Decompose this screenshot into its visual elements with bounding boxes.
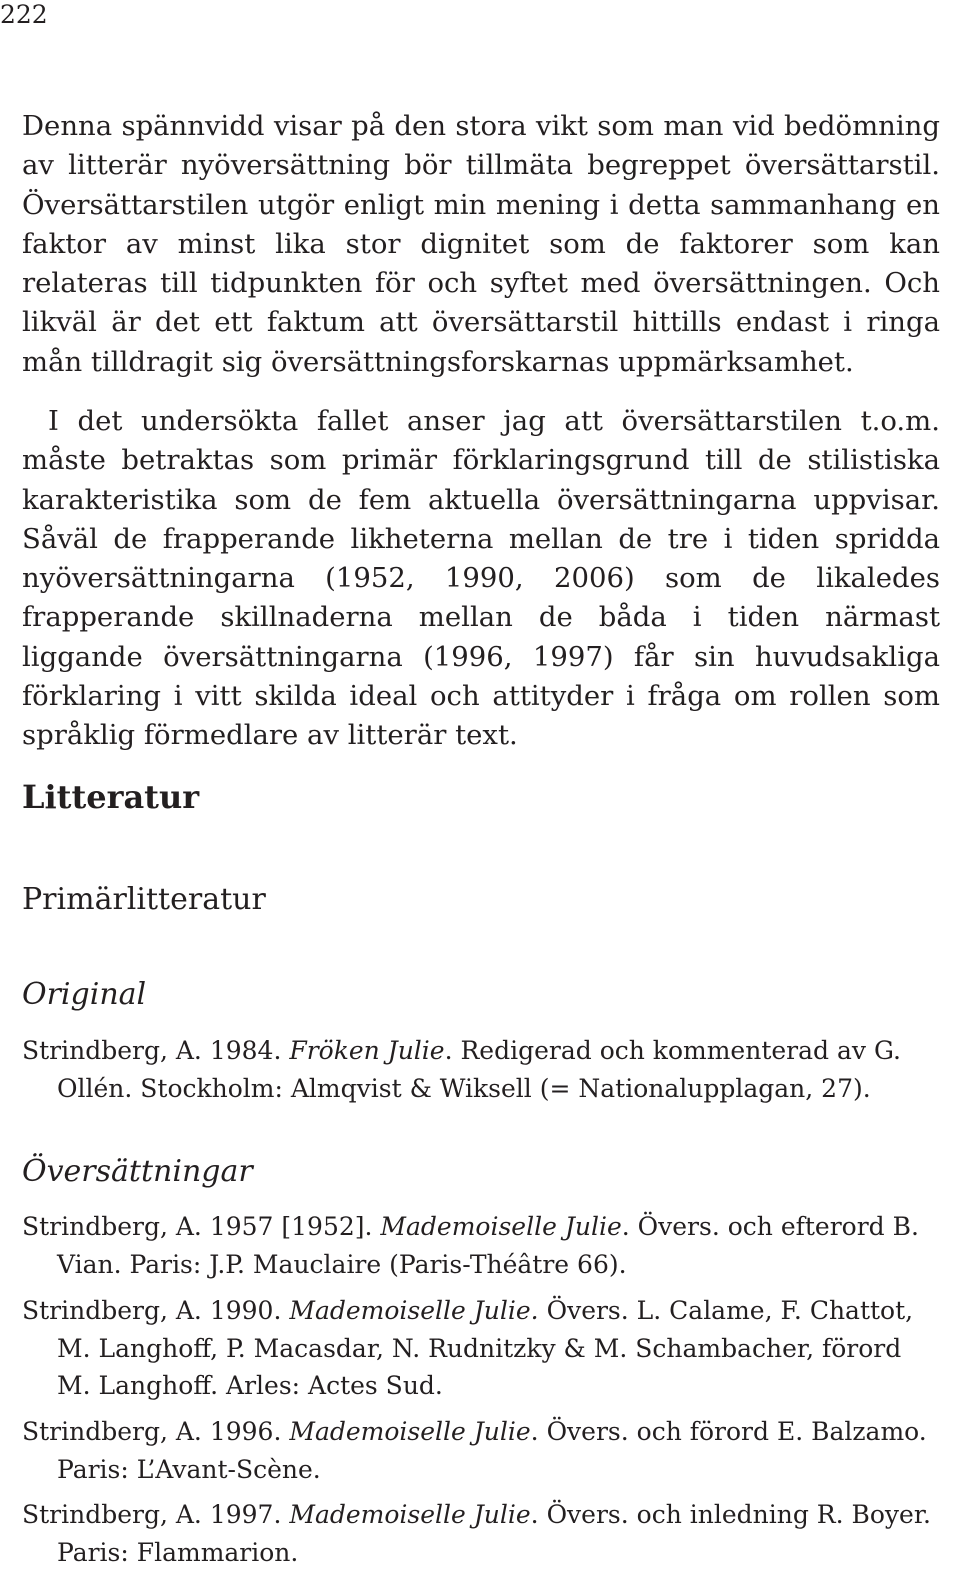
reference-lead: Strindberg, A. 1997. xyxy=(22,1500,290,1529)
reference-details: . Övers. och efterord B. Vian. Paris: J.P. Mauclaire (Paris-Théâtre 66). xyxy=(57,1212,919,1279)
subheading-original: Original xyxy=(22,977,147,1012)
subheading-primarlitteratur: Primärlitteratur xyxy=(22,882,266,917)
reference-title: Mademoiselle Julie. xyxy=(289,1296,539,1325)
reference-lead: Strindberg, A. 1984. xyxy=(22,1036,290,1065)
reference-details: Övers. L. Calame, F. Chattot, M. Langhoff, P. Macasdar, N. Rudnitzky & M. Schambacher, förord M. Langhoff. Arles: Actes Sud. xyxy=(57,1296,914,1400)
reference-title: Mademoiselle Julie xyxy=(289,1417,531,1446)
body-paragraph-2: I det undersökta fallet anser jag att översättarstilen t.o.m. måste betraktas som primär förklaringsgrund till de stilistiska karakteristika som de fem aktuella översättningarna uppvisar. Såväl de frapperande likheterna mellan de tre i tiden spridda nyöversättningarna (1952, 1990, 2006) som de likaledes frapperande skillnaderna mellan de båda i tiden närmast liggande översättningarna (1996, 1997) får sin huvudsakliga förklaring i vitt skilda ideal och attityder i fråga om rollen som språklig förmedlare av litterär text. xyxy=(22,405,940,752)
reference-details: . Övers. och förord E. Balzamo. Paris: L’Avant-Scène. xyxy=(57,1417,927,1484)
reference-details: . Övers. och inledning R. Boyer. Paris: Flammarion. xyxy=(57,1500,932,1567)
subheading-oversattningar: Översättningar xyxy=(22,1154,253,1189)
reference-title: Fröken Julie xyxy=(289,1036,445,1065)
reference-entry xyxy=(22,1413,940,1488)
reference-lead: Strindberg, A. 1996. xyxy=(22,1417,290,1446)
body-paragraph-1: Denna spännvidd visar på den stora vikt som man vid bedömning av litterär nyöversättning bör tillmäta begreppet översättarstil. Översättarstilen utgör enligt min mening i detta sammanhang en faktor av minst lika stor dignitet som de faktorer som kan relateras till tidpunkten för och syftet med översättningen. Och likväl är det ett faktum att översättarstil hittills endast i ringa mån tilldragit sig översättningsforskarnas uppmärksamhet. xyxy=(22,110,940,378)
reference-title: Mademoiselle Julie xyxy=(289,1500,531,1529)
reference-entry xyxy=(22,1032,940,1107)
section-heading-litteratur: Litteratur xyxy=(22,778,200,816)
reference-lead: Strindberg, A. 1957 [1952]. xyxy=(22,1212,381,1241)
reference-title: Mademoiselle Julie xyxy=(380,1212,622,1241)
page-number: 222 xyxy=(0,0,48,29)
reference-entry xyxy=(22,1292,940,1405)
reference-lead: Strindberg, A. 1990. xyxy=(22,1296,290,1325)
reference-details: . Redigerad och kommenterad av G. Ollén. Stockholm: Almqvist & Wiksell (= Nationalupplagan, 27). xyxy=(57,1036,901,1103)
reference-entry xyxy=(22,1496,940,1571)
reference-entry xyxy=(22,1208,940,1283)
